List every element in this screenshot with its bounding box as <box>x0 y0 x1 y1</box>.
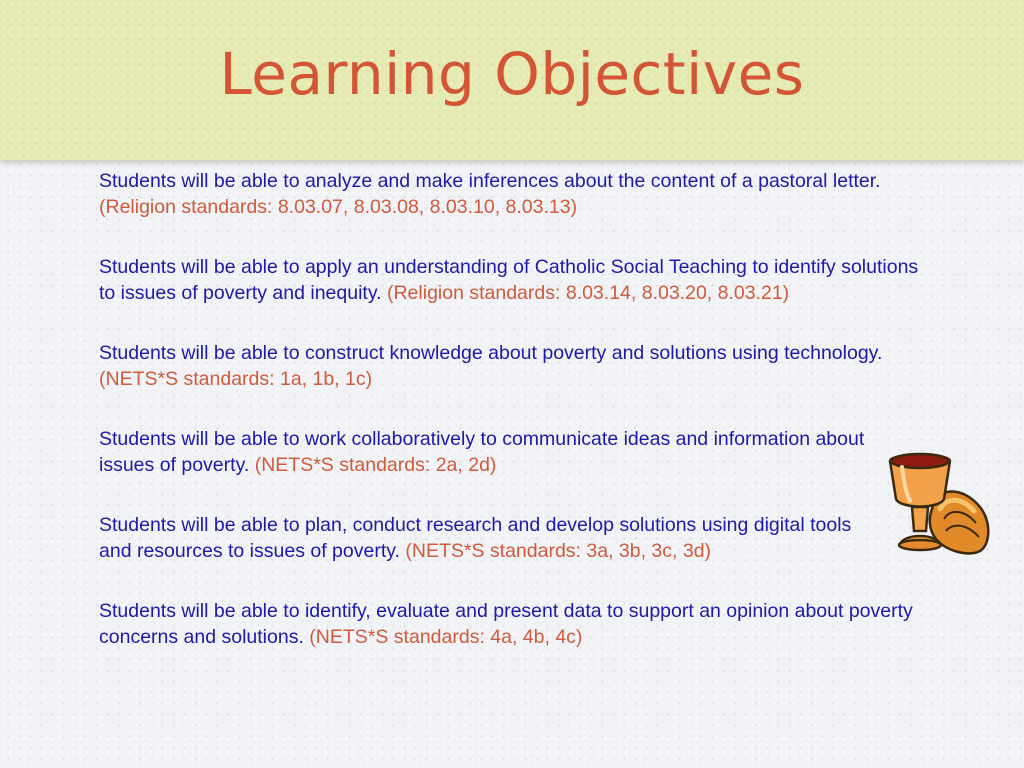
chalice-and-bread-icon <box>884 447 994 562</box>
objective-standards: (NETS*S standards: 4a, 4b, 4c) <box>309 626 583 648</box>
objective-item <box>99 340 934 392</box>
objective-item <box>99 426 889 478</box>
objective-text: Students will be able to apply an understanding of Catholic Social Teaching to identify solutions to issues of poverty and inequity. <box>99 256 919 304</box>
objective-text: Students will be able to analyze and make inferences about the content of a pastoral letter. <box>99 170 881 192</box>
objective-text: Students will be able to construct knowledge about poverty and solutions using technology. <box>99 342 883 364</box>
page-title: Learning Objectives <box>219 40 805 108</box>
objective-text: Students will be able to identify, evaluate and present data to support an opinion about poverty concerns and solutions. <box>99 600 913 648</box>
objective-text: Students will be able to work collaboratively to communicate ideas and information about issues of poverty. <box>99 428 865 476</box>
objective-item <box>99 168 934 220</box>
objective-item <box>99 512 889 564</box>
objective-standards: (NETS*S standards: 2a, 2d) <box>254 454 497 476</box>
objective-standards: (Religion standards: 8.03.07, 8.03.08, 8.03.10, 8.03.13) <box>99 196 578 218</box>
objective-standards: (NETS*S standards: 3a, 3b, 3c, 3d) <box>405 540 712 562</box>
objective-item <box>99 254 934 306</box>
objectives-list <box>99 168 934 684</box>
objective-text: Students will be able to plan, conduct research and develop solutions using digital tools and resources to issues of poverty. <box>99 514 852 562</box>
title-band <box>0 0 1024 160</box>
objective-item <box>99 598 934 650</box>
objective-standards: (NETS*S standards: 1a, 1b, 1c) <box>99 368 373 390</box>
objective-standards: (Religion standards: 8.03.14, 8.03.20, 8.03.21) <box>386 282 790 304</box>
